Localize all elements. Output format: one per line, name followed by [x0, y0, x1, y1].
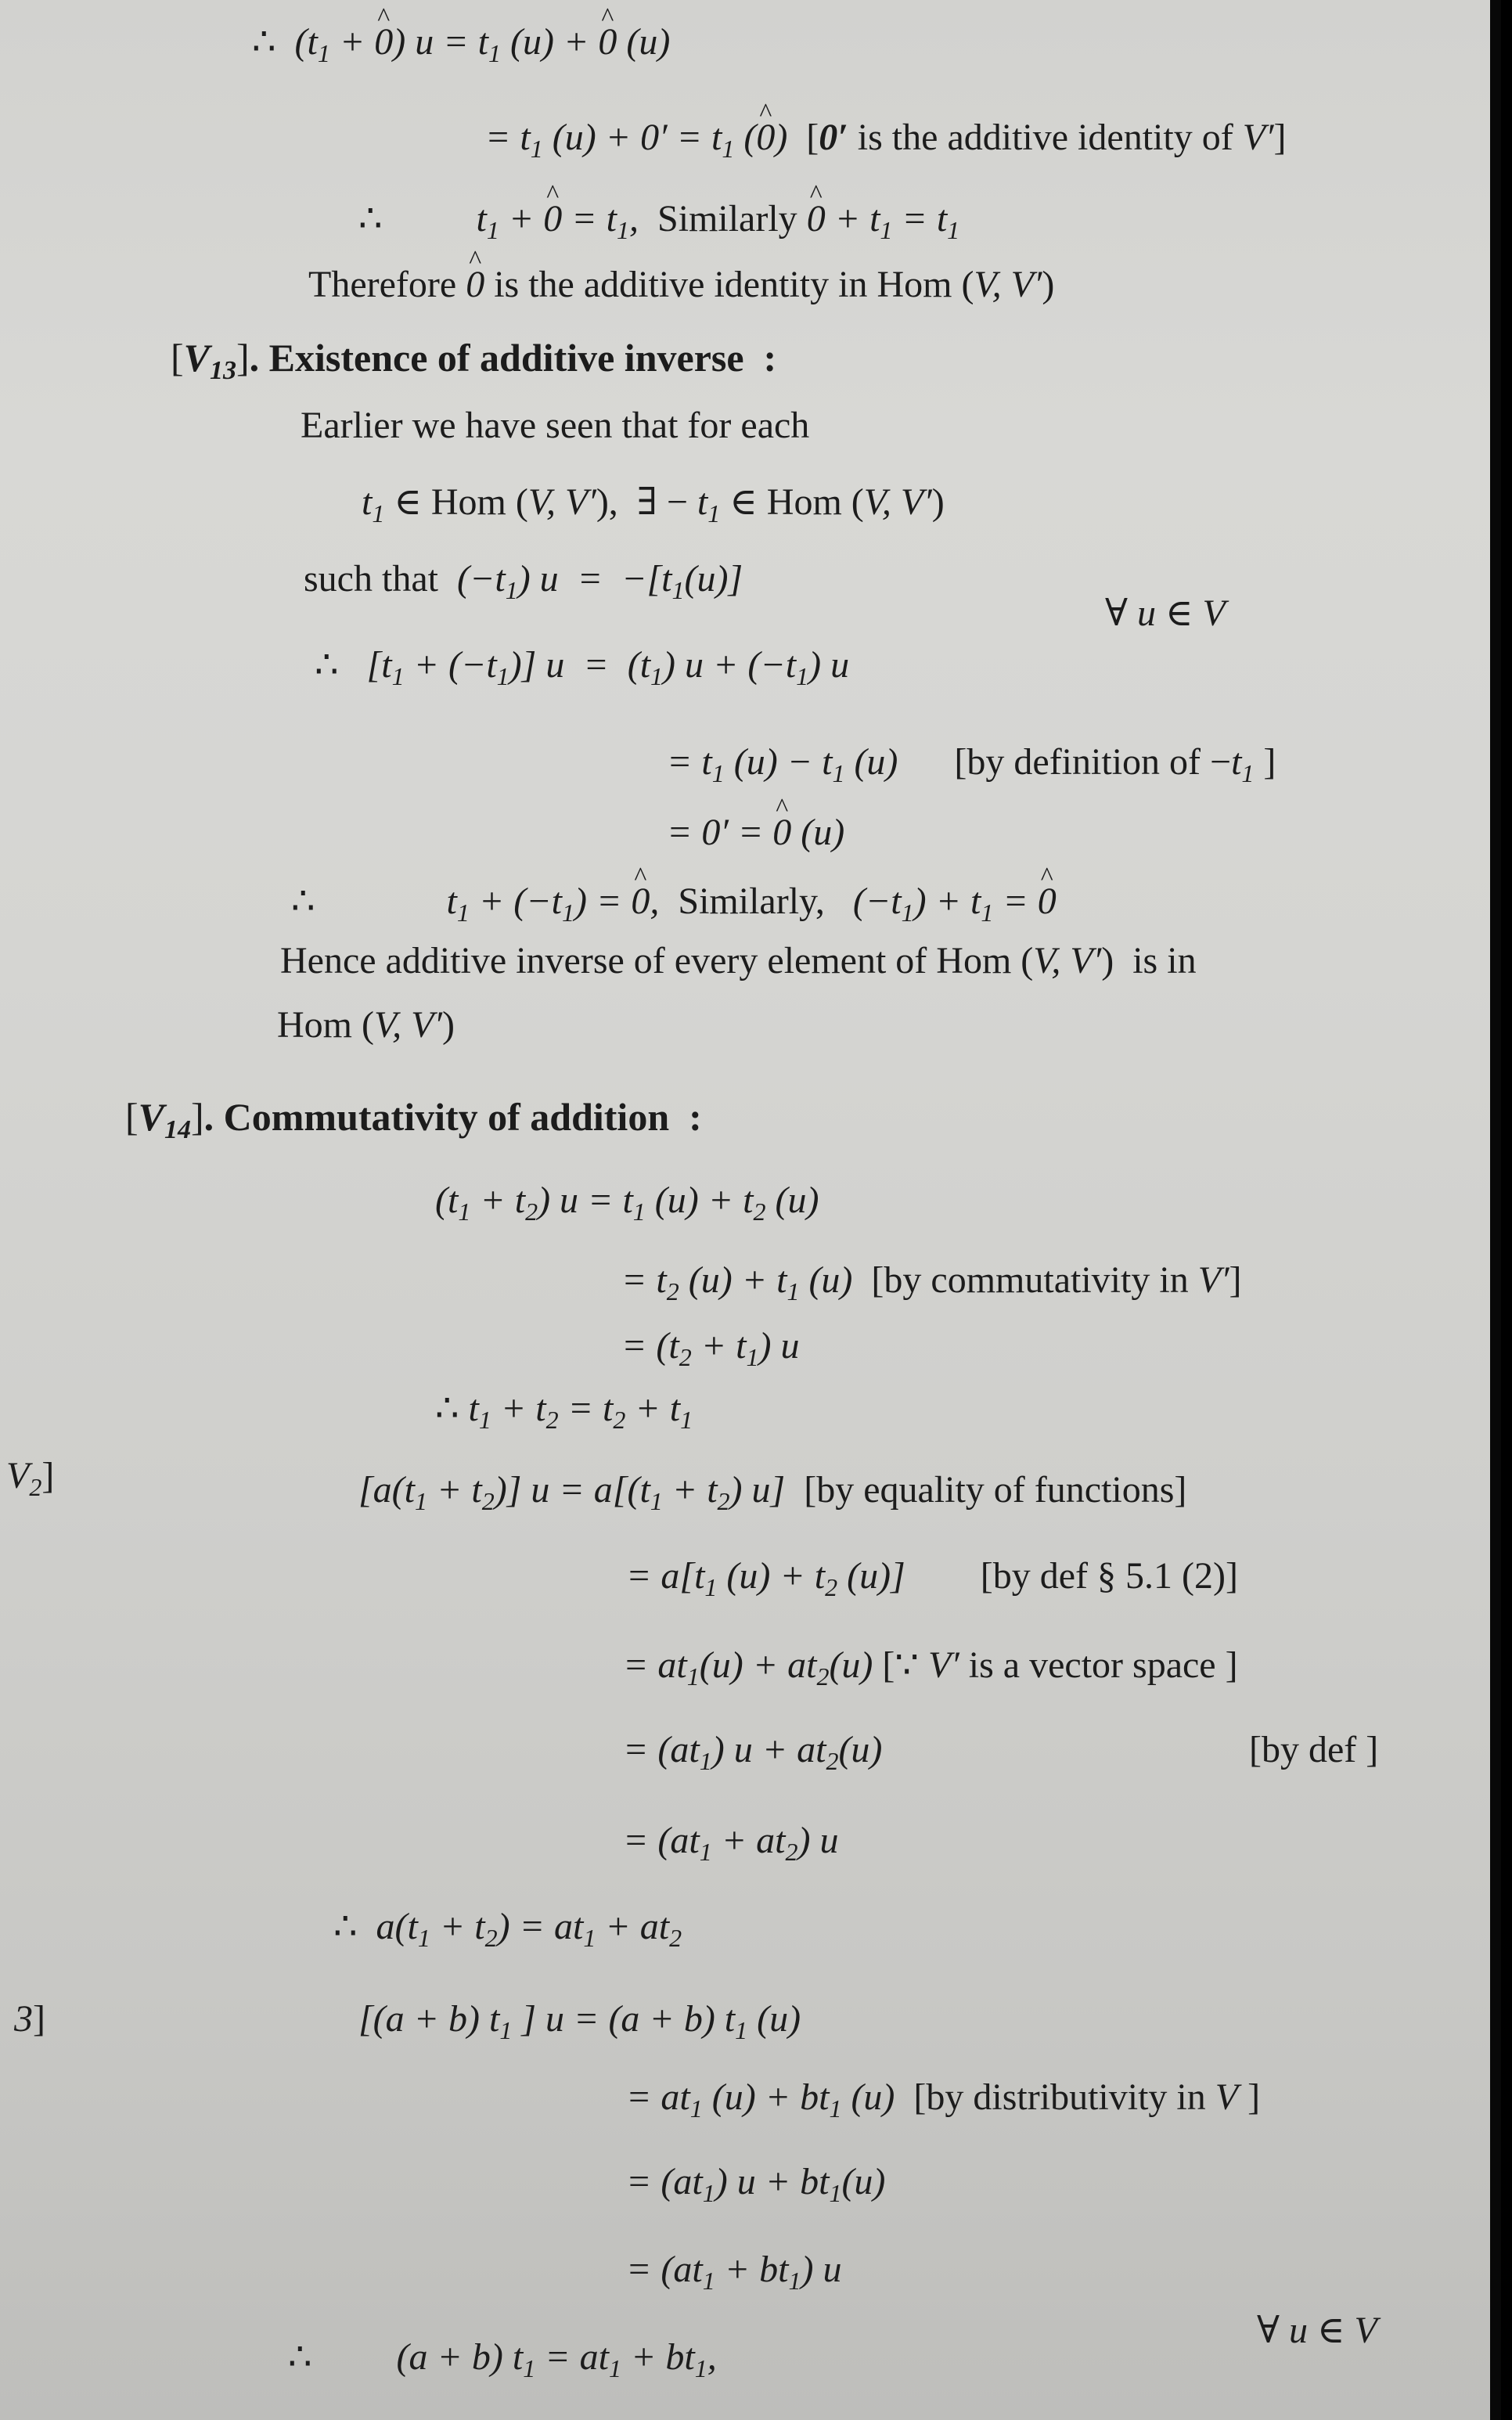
text-line-14: Hom (V, V′) — [277, 1004, 455, 1046]
eq-line-29: = $(at_1 + bt_1)$ u — [626, 2249, 842, 2295]
section-heading-v14: $[V_{14}]$. Commutativity of addition : — [125, 1095, 702, 1144]
eq-line-10: = $t_1$ $(u) - t_1$ (u) [by definition of $-t_1$ ] — [667, 741, 1276, 787]
eq-line-27: = $at_1$ $(u) + bt_1$ (u) [by distributivity in V ] — [626, 2076, 1261, 2123]
eq-line-9: ∴ $[t_1 + (-t_1)] u = (t_1) u + (-t_1)$ u — [315, 644, 850, 690]
eq-line-23-note: [by def ] — [1249, 1729, 1379, 1770]
text-line-4: Therefore ^ 0 is the additive identity in Hom (V, V′) — [308, 266, 1054, 304]
eq-line-28: = $(at_1) u + bt_1(u)$ — [626, 2161, 886, 2207]
eq-line-21: = $a[t_1$ $(u) + t_2$ (u)] [by def § 5.1 (2)] — [626, 1555, 1238, 1601]
eq-line-22: = $at_1(u) + at_2(u)$ [∵ V′ is a vector space ] — [623, 1644, 1238, 1691]
eq-line-30: ∴ (a + b) $t_1 = at_1 + bt_1$, — [288, 2336, 717, 2382]
eq-line-16: $(t_1 + t_2) u = t_1$ $(u) + t_2$ (u) — [435, 1179, 819, 1226]
eq-line-3: ∴ $t_1$ + ^ $0 = t_1$, Similarly ^ $0 + t_1 = t_1$ — [358, 200, 959, 243]
eq-line-8: such that $(-t_1) u = -[t_1(u)]$ — [304, 558, 743, 604]
text-line-13: Hence additive inverse of every element of Hom (V, V′) is in — [280, 940, 1197, 981]
eq-line-11: = 0′ = ^ 0 (u) — [667, 814, 844, 852]
eq-line-26: [(a + b) $t_1$ ] u = (a + b) $t_1$ (u) — [358, 1998, 801, 2044]
eq-line-24: = $(at_1 + at_2)$ u — [623, 1820, 839, 1866]
eq-line-30-forall: ∀ u ∈ V — [1257, 2310, 1377, 2351]
margin-label-v2: $V_2$] — [6, 1455, 55, 1501]
eq-line-20: $[a(t_1 + t_2)] u = a[(t_1 + t_2)$ u] [by equality of functions] — [358, 1469, 1187, 1515]
eq-line-8-forall: ∀ u ∈ V — [1105, 592, 1226, 634]
eq-line-2: = $t_1$ $(u) + 0' = t_1$ (^ 0) [0′ is the additive identity of V′] — [485, 119, 1287, 161]
eq-line-12: ∴ $t_1 + (-t_1)$ = ^ 0, Similarly, $(-t_1) + t_1$ = ^ 0 — [291, 883, 1057, 925]
eq-line-1: ∴ ($t_1$ + ^ 0) $u = t_1$ (u) + ^ 0 (u) — [252, 23, 670, 66]
eq-line-25: ∴ $a(t_1 + t_2) = at_1 + at_2$ — [333, 1906, 682, 1952]
margin-label-v3: 3] — [14, 1998, 45, 2040]
text-line-6: Earlier we have seen that for each — [301, 405, 810, 446]
section-heading-v13: $[V_{13}]$. Existence of additive inverse : — [171, 336, 777, 385]
eq-line-23: = $(at_1) u + at_2(u)$ — [623, 1729, 883, 1775]
eq-line-17: = $t_2$ $(u) + t_1$ (u) [by commutativity in V′] — [621, 1259, 1242, 1305]
eq-line-7: $t_1$ ∈ Hom (V, V′), ∃ − $t_1$ ∈ Hom (V, V′) — [362, 481, 945, 528]
page-edge-shadow — [1490, 0, 1501, 2420]
eq-line-19: ∴ $t_1 + t_2 = t_2 + t_1$ — [435, 1388, 693, 1434]
eq-line-18: = $(t_2 + t_1)$ u — [621, 1325, 800, 1371]
